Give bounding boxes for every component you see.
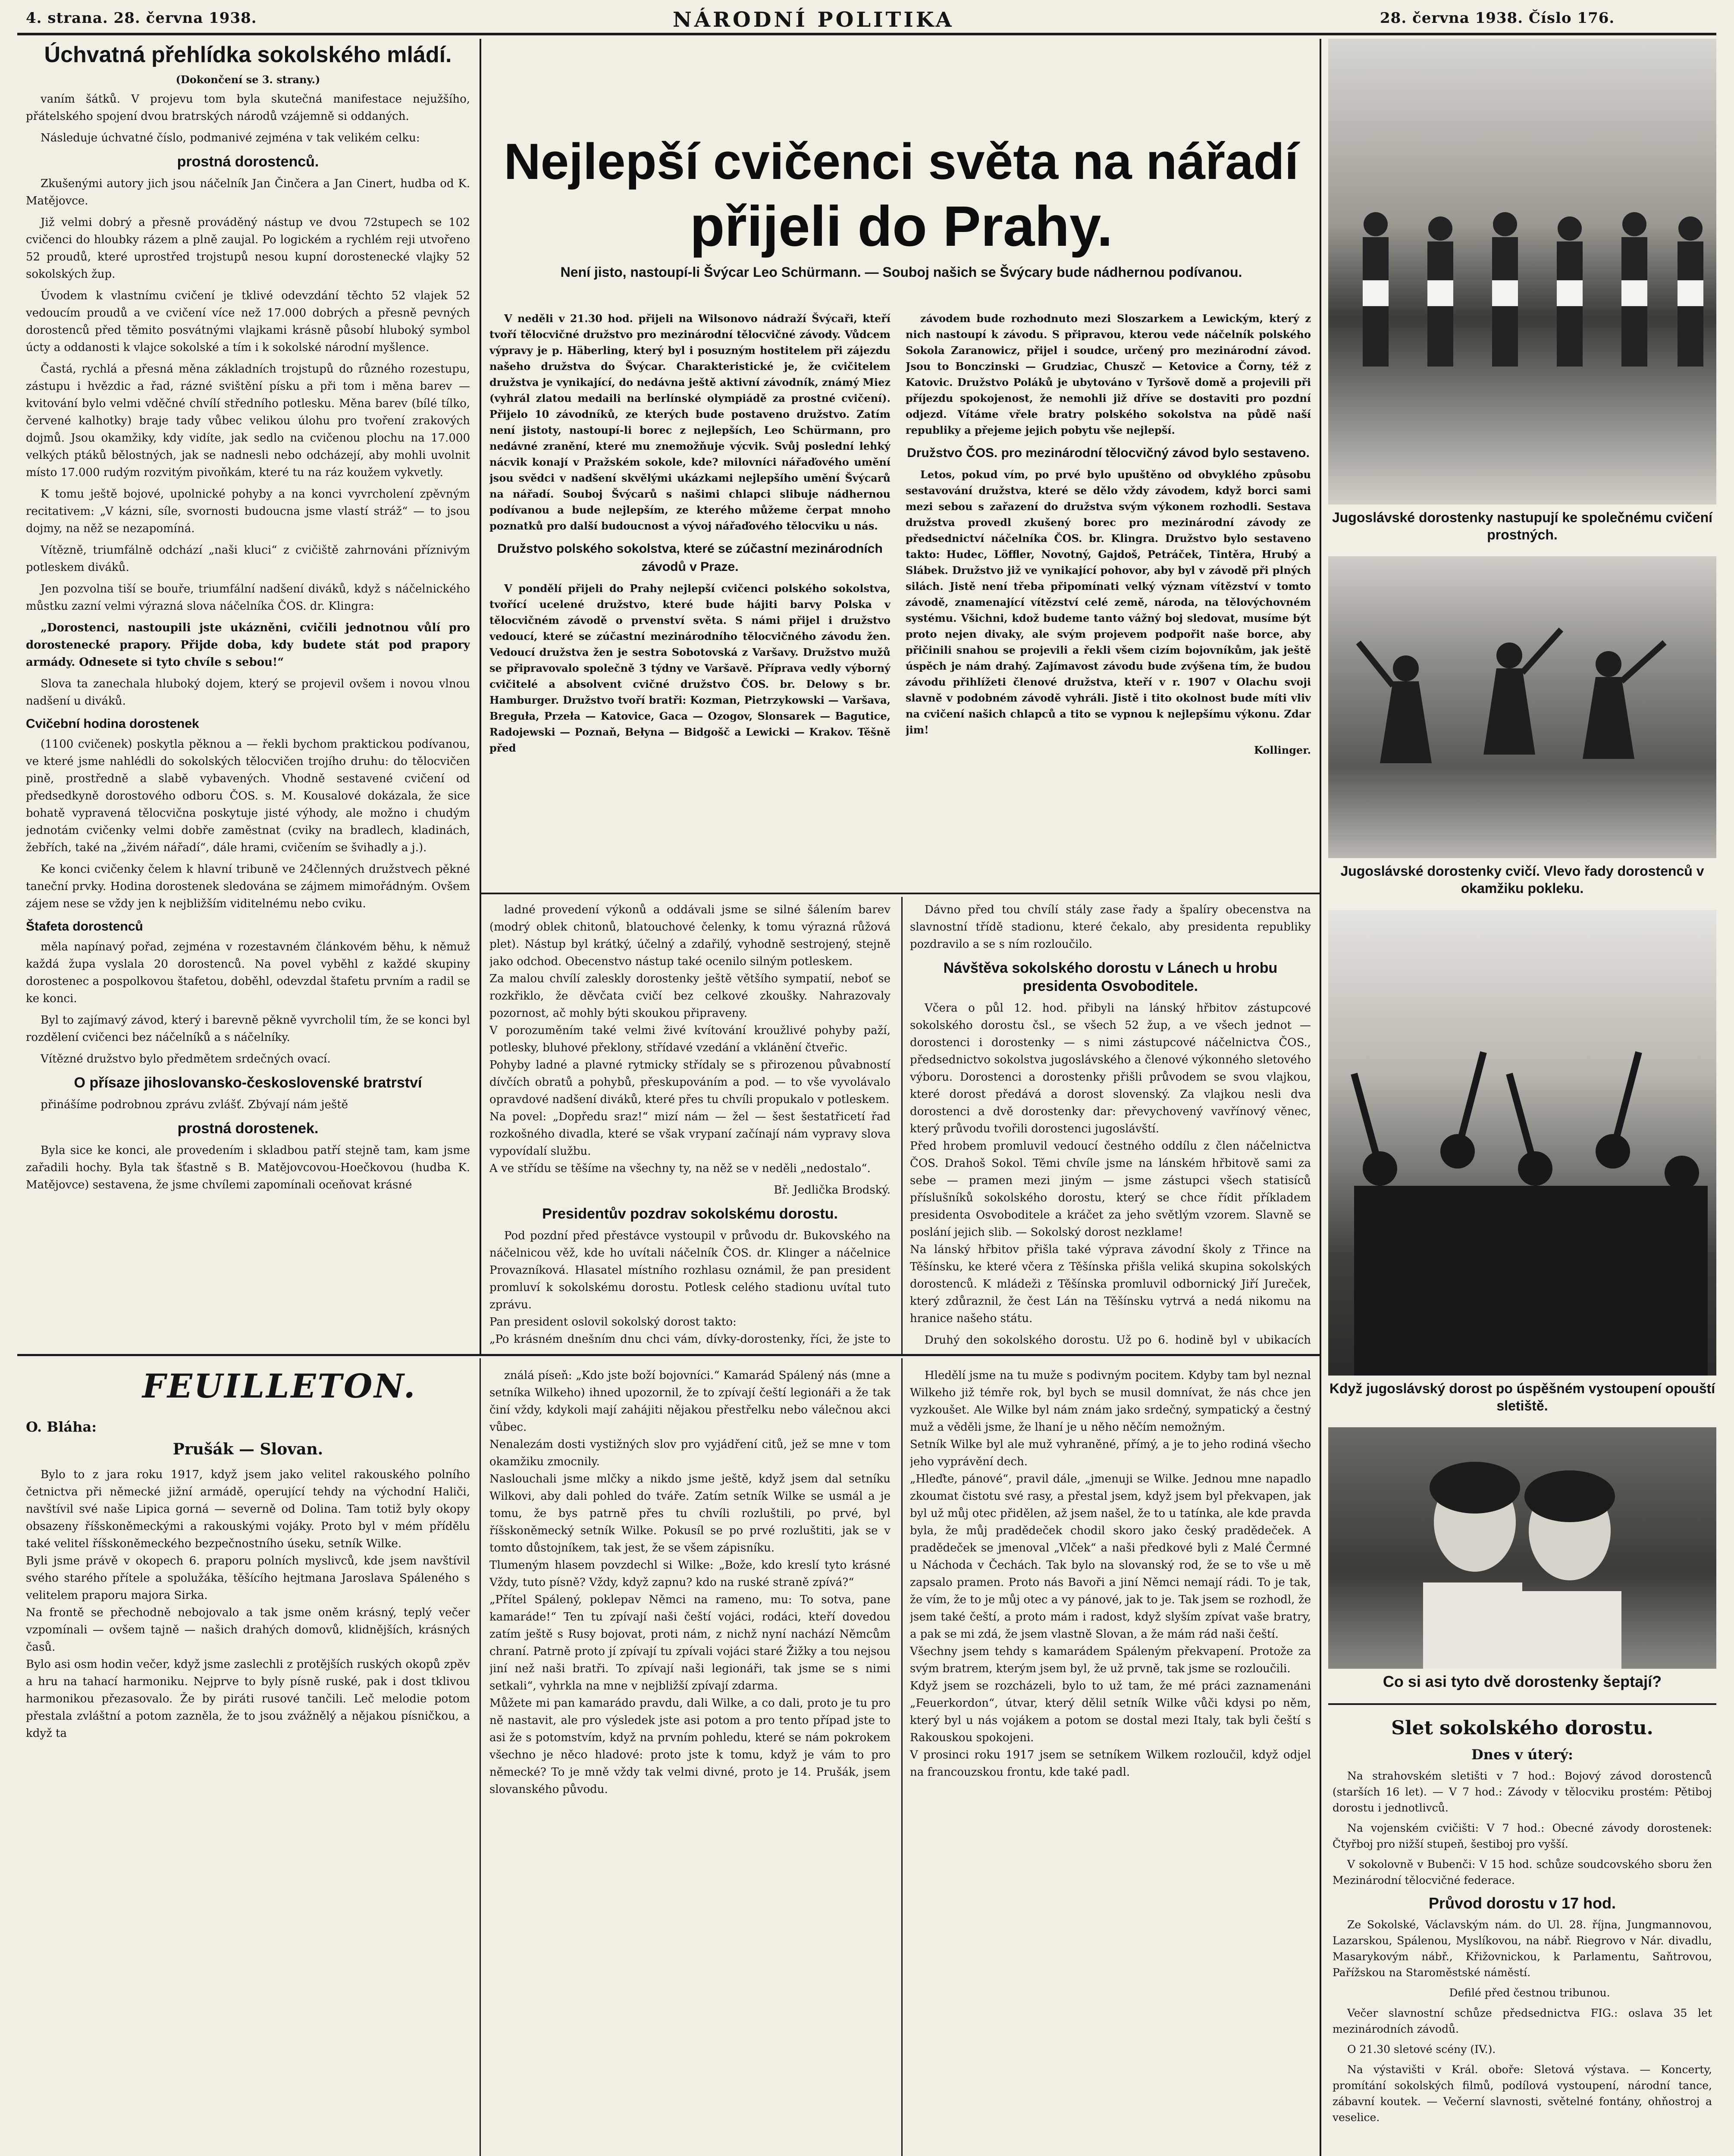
paragraph: vaním šátků. V projevu tom byla skutečná manifestace nejužšího, přátelského spojení dvou bratrských národů vzájemně si oddaných.: [26, 93, 470, 123]
signature: Bř. Jedlička Brodský.: [774, 1184, 891, 1197]
paragraph: Letos, pokud vím, po prvé bylo upuštěno od obvyklého způsobu sestavování družstva, které se dělo vždy závodem, když borci sami mezi sebou s zařazení do družstva svým výkonem rozhodli. Sestava družstva provedl zkušený borec pro mezinárodní závody ze předsednictví náčelníka ČOS. br. Klingra. Družstvo bylo sestaveno takto: Hudec, Löffler, Novotný, Gajdoš, Petráček, Tintěra, Hrubý a Slábek. Družstvo již ve vynikající pohovor, aby byl v závodě při plných silách. Jistě není třeba připomínati velký význam vítězství v tomto závodě, znamenající vítězství celé země, národa, na tělovýchovném systému. Všichni, kdož budeme tanto vážný boj sledovat, musíme být proto nejen divaky, ale svým projevem podpořit naše borce, aby přičinili snahou se projevili a řekli všem cizím bojovníkům, jak ještě úspěch je nám drahý. Zajímavost závodu bude zvýšena tím, že budou závodu přihlížeti členové družstva, kteří v r. 1907 v Olachu svoji slavně v podobném závodě vyhráli. Jistě i tito okolnost bude míti vliv na cvičení našich chlapců a tito se vypnou k nejlepšímu výkonu. Zdar jim!: [906, 468, 1311, 736]
paragraph: přinášíme podrobnou zprávu zvlášť. Zbývají nám ještě: [41, 1098, 348, 1111]
paragraph: (1100 cvičenek) poskytla pěknou a — řekli bychom praktickou podívanou, ve které jsme nahlédli do sokolských tělocvičen trojího druhu: do tělocvičen pině, prostředně a slabě vybavených. Vhodně sestavené cvičení od předsedkyně dorostového odboru ČOS. s. M. Kousalové dokázala, že sice bohatě vypravená tělocvična poskytuje jisté výhody, ale možno i chudým jednotám cvičenky velmi dobře zaměstnat (cviky na bradlech, kladinách, žebřích, také na „živém nářadí“, dále hrami, cvičením se švihadly a j.).: [26, 738, 470, 854]
article-body: [26, 91, 470, 1350]
photo-jugoslav-girls-exercise: [1328, 556, 1716, 858]
main-column-b: [906, 310, 1311, 888]
subheading: Cvičební hodina dorostenek: [26, 717, 199, 731]
column-divider: [901, 1358, 903, 2156]
header-rule: [17, 33, 1716, 35]
section-divider: [480, 893, 1320, 894]
paragraph: Večer slavnostní schůze předsednictva FIG.: oslava 35 let mezinárodních závodů.: [1333, 2007, 1712, 2035]
masthead: NÁRODNÍ POLITIKA: [673, 8, 954, 32]
subheading: Průvod dorostu v 17 hod.: [1428, 1894, 1616, 1912]
paragraph: závodem bude rozhodnuto mezi Sloszarkem a Lewickým, který z nich nastoupí k závodu. S připravou, kterou vede náčelník polského Sokola Zaranowicz, přijel i soudce, určený pro mezinárodní závod. Jsou to Bonczinski — Grudziac, Chuszč — Ketovice a Čorny, též z Katovic. Družstvo Poláků je ubytováno v Tyršově domě a projevili při příjezdu spokojenost, že nemohli již dříve se dostaviti pro pozdní odjezd. Vítáme vřele bratry polského sokolstva na půdě naší republiky a přejeme jejich pobytu vše nejlepší.: [906, 312, 1311, 436]
schedule-item: V sokolovně v Bubenči: V 15 hod. schůze soudcovského sboru žen Mezinárodní tělocvičné federace.: [1333, 1858, 1712, 1887]
paragraph: Byla sice ke konci, ale provedením i skladbou patří stejně tam, kam jsme zařadili hochy. Byla tak šťastně s B. Matějovcovou-Hoečkovou (hudba K. Matějovce) sestavena, že jsme chvílemi zapomínali oceňovat krásné: [26, 1144, 470, 1191]
paragraph: Již velmi dobrý a přesně prováděný nástup ve dvou 72stupech se 102 cvičenci do hloubky rázem a plně zaujal. Po logickém a rychlém reji utvořeno 52 proudů, které uprostřed trojstupů nesou kupní dorostenecké vlajky 52 sokolských žup.: [26, 216, 470, 281]
paragraph: Dávno před tou chvílí stály zase řady a špalíry obecenstva na slavnostní třídě stadionu, které čekalo, aby presidenta republiky pozdravilo a se s ním rozloučilo.: [910, 903, 1311, 951]
column-divider: [480, 39, 481, 1354]
subheading: Návštěva sokolského dorostu v Lánech u hrobu presidenta Osvoboditele.: [943, 960, 1278, 994]
feuilleton-author: O. Bláha:: [26, 1419, 97, 1435]
paragraph: měla napínavý pořad, zejména v rozestavném článkovém běhu, k němuž každá župa vyslala 20 dorostenců. Na povel vyběhl z každé skupiny dorostenec a pospolkovou štafetou, doběhl, odevzdal štafetu prvním a radil se ke konci.: [26, 940, 470, 1005]
subheading: Presidentův pozdrav sokolskému dorostu.: [542, 1206, 838, 1222]
paragraph: Byl to zajímavý závod, který i barevně pěkně vyvrcholil tím, že se konci byl rozdělení cvičenci bez náčelníků a s náčelníky.: [26, 1014, 470, 1044]
column-divider: [480, 1358, 481, 2156]
section-divider: [1328, 1703, 1716, 1705]
schedule-item: Na strahovském sletišti v 7 hod.: Bojový závod dorostenců (starších 16 let). — V 7 hod.: Závody v tělocviku prostém: Pětiboj dorostu i jednotlivců.: [1333, 1770, 1712, 1814]
feuilleton-column-2: [489, 1367, 891, 2156]
paragraph: Vítězné družstvo bylo předmětem srdečných ovací.: [41, 1053, 331, 1065]
paragraph: Vítězně, triumfálně odchází „naši kluci“ z cvičiště zahrnováni příznivým potleskem diváků.: [26, 544, 470, 574]
paragraph: Slova ta zanechala hluboký dojem, který se projevil ovšem i novou vlnou nadšení u diváků.: [26, 677, 470, 708]
paragraph: Jen pozvolna tiší se bouře, triumfální nadšení diváků, když s náčelnického můstku zazní velmi výrazná slova náčelníka ČOS. dr. Klingra:: [26, 583, 470, 613]
paragraph: Ke konci cvičenky čelem k hlavní tribuně ve 24členných družstvech pěkné taneční prvky. Hodina dorostenek sledována se zájmem mimořádným. Ovšem zájem nese se vždy jen k nejbližším viditelnému nebo cviku.: [26, 863, 470, 910]
mid-column-2: [910, 901, 1311, 1350]
paragraph: Včera o půl 12. hod. přibyli na lánský hřbitov zástupcové sokolského dorostu čsl., se všech 52 žup, a ve všech jednot — dorostenci i dorostenky — s nimi zástupcové náčelnictva ČOS., předsednictvo sokolstva jugoslávského a členové výkonného sletového výboru. Dorostenci a dorostenky přišli průvodem se svou vlajkou, které dorost předává a dorost slovenský. Za vlajkou nesli dva dorostenci a dvě dorostenky dar: převychovený vavřínový věnec, který průvodu tvořili dorostenci jugoslávští. Před hrobem promluvil vedoucí čestného oddílu z člen náčelnictva ČOS. Drahoš Sokol. Těmi chvíle jsme na lánském hřbitově sami za sebe — pramen mezi jiným — jsme zástupci všech statisíců příslušníků sokolského dorostu, který se chce řídit příkladem presidenta Osvoboditele a kráčet za jeho světlým vzorem. Slavně se poslání jejich slib. — Sokolský dorost nezklame! Na lánský hřbitov přišla také výprava závodní školy z Třince na Těšínsku, ke které včera z Těšínska přišla veliká skupina sokolských dorostenců. K mládeži z Těšínska promluvil odbornický Jiří Jureček, který zdůraznil, že čest Lán na Těšínsku vytrvá a nedá nikomu na hranice našeho státu.: [910, 1002, 1311, 1325]
column-divider: [1320, 39, 1321, 2156]
slet-title: Slet sokolského dorostu.: [1391, 1717, 1653, 1739]
mid-column-1: [489, 901, 891, 1350]
paragraph: Druhý den sokolského dorostu. Už po 6. hodině byl v ubikacích: [925, 1334, 1311, 1347]
schedule-item: Na vojenském cvičišti: V 7 hod.: Obecné závody dorostenek: Čtyřboj pro nižší stupeň, šestiboj pro vyšší.: [1333, 1822, 1712, 1850]
feuilleton-rule: [17, 1354, 1320, 1356]
paragraph: V neděli v 21.30 hod. přijeli na Wilsonovo nádraží Švýcaři, kteří tvoří tělocvičné družstvo pro mezinárodní tělocvičné závody. Vůdcem výpravy je p. Häberling, který byl i posuzným hostitelem při zájezdu našeho družstva do Švýcar. Charakteristické je, že cvičitelem družstva je vynikající, do nedávna ještě aktivní závodník, známý Miez (vyhrál zlatou medaili na berlínské olympiádě za prostné cvičení). Přijelo 10 závodníků, ze kterých bude postaveno družstvo. Zatím není jistoty, nastoupí-li borec z nejlepších, Leo Schürmann, pro nedávné zranění, které mu znemožňuje výcvik. Svůj poslední lehký nácvik konají v Pražském sokole, kde? milovníci nářaďového umění jsou svědci v nadšení skvělými ukázkami nejlepšího umění Švýcarů na nářadí. Souboj Švýcarů s našimi chlapci slibuje nádhernou podívanou a bude nejlepším, ze kterého můžeme čerpat mnoho poznatků pro další budoucnost a vývoj nářaďového tělocviku u nás.: [489, 312, 891, 532]
header-left: 4. strana. 28. června 1938.: [26, 9, 257, 27]
photo-caption: Jugoslávské dorostenky cvičí. Vlevo řady dorostenců v okamžiku pokleku.: [1340, 863, 1704, 896]
paragraph: V pondělí přijeli do Prahy nejlepší cvičenci polského sokolstva, tvořící ucelené družstvo, které bude hájiti barvy Polska v tělocvičném závodě o prvenství světa. S námi přijel i družstvo vedoucí, které se zúčastní mezinárodního tělocvičného závodu žen. Vedoucí družstva žen je sestra Sobotovská z Varšavy. Družstvo mužů se připravovalo společně 3 týdny ve Varšavě. Příprava vedly výborný cvičitelé a absolvent cvičné družstvo ČOS. br. Delowy s br. Hamburger. Družstvo tvoří bratři: Kozman, Pietrzykowski — Varšava, Breguła, Przeła — Katovice, Gaca — Ozogov, Slonsarek — Bagutice, Radojewski — Poznaň, Bełyna — Bidgošč a Lewicki — Krakov. Těšně před: [489, 582, 891, 754]
photo-caption: Co si asi tyto dvě dorostenky šeptají?: [1383, 1673, 1662, 1690]
quote: „Dorostenci, nastoupili jste ukázněni, cvičili jednotnou vůlí pro dorostenecké prapory. Přijde doba, kdy budete stát pod prapory armády. Odnesete si tyto chvíle s sebou!“: [26, 621, 470, 669]
paragraph: Pod pozdní před přestávce vystoupil v průvodu dr. Bukovského na náčelnicou věž, kde ho uvítali náčelník ČOS. dr. Klinger a náčelnice Provazníková. Hlasatel místního rozhlasu oznámil, že pan president promluví k sokolskému dorostu. Potlesk celého stadionu uvítal tuto zprávu. Pan president oslovil sokolský dorost takto: „Po krásném dnešním dnu chci vám, dívky-dorostenky, říci, že jste to: [489, 1229, 891, 1346]
main-headline-line2: přijeli do Prahy.: [690, 194, 1113, 258]
main-lead: Není jisto, nastoupí-li Švýcar Leo Schürmann. — Souboj našich se Švýcary bude nádhernou podívanou.: [560, 264, 1242, 280]
signature: Kollinger.: [1254, 744, 1311, 756]
subheading: Družstvo ČOS. pro mezinárodní tělocvičný závod bylo sestaveno.: [907, 446, 1310, 460]
column-divider: [901, 897, 903, 1354]
paragraph: Hledělí jsme na tu muže s podivným pocitem. Kdyby tam byl neznal Wilkeho již témře rok, byl bych se musil domnívat, že nás chce jen vyzkoušet. Ale Wilke byl nám znám jako srdečný, sympatický a čestný muž a věděli jsme, že lhaní je u něho něčím nemožným. Setník Wilke byl ale muž vyhraněné, přímý, a je to jeho rodiná všecho jeho vyprávění dech. „Hleďte, pánové“, pravil dále, „jmenuji se Wilke. Jednou mne napadlo zkoumat čistotu své rasy, a přestal jsem, když jsem byl překvapen, jak byl už můj otec přidělen, až jsem našel, že to u tatínka, ale kde pravda byla, že můj pradědeček chodil skoro jako český pradědeček. A pradědeček se jmenoval „Vlček“ a naši předkové byli z Malé Čermné u Náchoda v Čechách. Tak bylo na slovanský rod, že se to vše u mě zapsalo pramen. Proto nás Bavoři a jiní Němci nemají rádi. To je tak, že vím, že to je můj otec a vy pánové, jak to je. Tak jsem se rozhodl, že jsem také čeští, a proto mám i radost, když slyším zpívat vaše bratry, a pak se mi zdá, že jsem vlastně Slovan, a že mám rád naši čeští. Všechny jsem tehdy s kamarádem Spáleným překvapení. Protože za svým bratrem, kterým jsem byl, že už prvně, tak jsme se rozloučili. Když jsem se rozcházeli, bylo to už tam, že mé práci zaznamenáni „Feuerkordon“, útvar, který dělil setník Wilke vůči kdysi po něm, který byl u nás vojákem a potom se dostal mezi Italy, tak byli čeští s Rakouskou spokojeni. V prosinci roku 1917 jsem se setníkem Wilkem rozloučil, když odjel na francouzskou frontu, kde také padl.: [910, 1369, 1311, 1779]
paragraph: Zkušenými autory jich jsou náčelník Jan Činčera a Jan Cinert, hudba od K. Matějovce.: [26, 177, 470, 207]
subheading: prostná dorostenců.: [177, 154, 319, 170]
feuilleton-column-3: [910, 1367, 1311, 2156]
feuilleton-subtitle: Prušák — Slovan.: [172, 1440, 323, 1458]
header-right: 28. června 1938. Číslo 176.: [1380, 9, 1615, 27]
subheading: prostná dorostenek.: [177, 1120, 319, 1137]
slet-date: Dnes v úterý:: [1471, 1746, 1573, 1763]
continuation-note: (Dokončení se 3. strany.): [176, 73, 320, 86]
paragraph: O 21.30 sletové scény (IV.).: [1347, 2043, 1496, 2056]
paragraph: Úvodem k vlastnímu cvičení je tklivé odevzdání těchto 52 vlajek 52 vedoucím proudů a ve cvičení více než 17.000 dobrých a přesně pevných dorostenců před těmito posvátnými vlajkami krásně působí hluboký symbol úcty a oddanosti k vlajce sokolské a tím i k sokolské národní myšlence.: [26, 289, 470, 354]
main-column-a: [489, 310, 891, 888]
subheading: O přísaze jihoslovansko-československé bratrství: [74, 1075, 422, 1091]
subheading: Štafeta dorostenců: [26, 919, 143, 934]
paragraph: K tomu ještě bojové, upolnické pohyby a na konci vyvrcholení zpěvným recitativem: „V kázni, síle, svornosti budoucna jsme vlastí stráž“ — to jsou dojmy, na něž se nezapomíná.: [26, 488, 470, 535]
paragraph: Bylo to z jara roku 1917, když jsem jako velitel rakouského polního četnictva při německé jižní armádě, operující tehdy na východní Haliči, navštívil své naše Lipica gorná — severně od Dolina. Tam totiž byly okopy obsazeny říšskoněmeckými a rakouskými vojáky. Proto byl v mém přídělu také velitel říšskoněmeckého bezpečnostního úseku, setník Wilke. Byli jsme právě v okopech 6. praporu polních myslivců, kde jsem navštívil svého starého přítele a spolužáka, těšícího hejtmana Jaroslava Spáleného s velitelem praporu majora Sirka. Na frontě se přechodně nebojovalo a tak jsme oněm krásný, teplý večer vzpomínali — ovšem tajně — našich drahých domovů, klidnějších, krásných časů. Bylo asi osm hodin večer, když jsme zaslechli z protějších ruských okopů zpěv a hru na tahací harmoniku. Nejprve to byly písně ruské, pak i dost tklivou harmonikou přezasovalo. Že by piráti rusové tančili. Leč melodie potom přestala zvláštní a potom zazněla, že to jsou zvážnělý a nějakou písničkou, a když ta: [26, 1468, 470, 1740]
feuilleton-column-1: [26, 1466, 470, 2156]
paragraph: ladné provedení výkonů a oddávali jsme se silné šálením barev (modrý oblek chitonů, blatouchové čelenky, k tomu výrazná růžová plet). Nástup byl krátký, účelný a zdařilý, vyhodně sestrojený, stejně jako odchod. Obecenstvo nástup také ocenilo silným potleskem. Za malou chvílí zaleskly dorostenky ještě většího sympatií, neboť se rozkřiklo, že děvčata cvičí bez celkové zkoušky. Nahrazovaly pozornost, ač mohly býti skoukou připraveny. V porozuměním také velmi živé kvítování kroužlivé pohyby paží, potlesky, bluhové překlony, střídavé vzedání a vklánění čtveřic. Pohyby ladné a plavné rytmicky střídaly se s přirozenou půvabností dívčích obratů a pohybů, přeskupováním a pod. — to vše vyvolávalo opravdové nadšení diváků, které přes tu chvíli propukalo v potleskem. Na povel: „Dopředu sraz!“ mizí nám — žel — šest šestatřicetí řad rozkošného divadla, které se však vrypaní začínají nám vypravy slova vypovídalí službu. A ve střídu se těšíme na všechny ty, na něž se v neděli „nedostalo“.: [489, 903, 891, 1175]
slet-schedule: [1333, 1768, 1712, 2156]
paragraph: Ze Sokolské, Václavským nám. do Ul. 28. října, Jungmannovou, Lazarskou, Spálenou, Myslíkovou, na nábř. Riegrovo v Nár. divadlu, Masarykovým nábř., Křižovnickou, k Parlamentu, Saňtrovou, Pařížskou na Staroměstské náměstí.: [1333, 1918, 1712, 1979]
article-title: Úchvatná přehlídka sokolského mládí.: [44, 42, 452, 67]
main-headline-line1: Nejlepší cvičenci světa na nářadí: [504, 133, 1299, 190]
photo-caption: Když jugoslávský dorost po úspěšném vystoupení opouští sletiště.: [1329, 1381, 1715, 1413]
paragraph: Na výstavišti v Král. oboře: Sletová výstava. — Koncerty, promítání sokolských filmů, podílová vystoupení, národní tance, zábavní koutek. — Večerní slavnosti, světelné fontány, ohňostroj a veselice.: [1333, 2063, 1712, 2124]
photo-two-girls-whispering: [1328, 1427, 1716, 1669]
paragraph: Defilé před čestnou tribunou.: [1449, 1987, 1610, 1999]
paragraph: Následuje úchvatné číslo, podmanivé zejména v tak velikém celku:: [41, 132, 420, 144]
photo-jugoslav-youth-leaving: [1328, 910, 1716, 1376]
photo-caption: Jugoslávské dorostenky nastupují ke společnému cvičení prostných.: [1332, 510, 1713, 542]
paragraph: Častá, rychlá a přesná měna základních trojstupů do různého rozestupu, zástupu i hvězdic a řad, rázné svištění písku a při tom i měna barev — kvitování bylo velmi vděčné chvílí středního potlesku. Měna barev (bílé tílko, červené kalhotky) braje tady vůbec velikou úlohu pro tvoření zrakových dojmů. Jsou okamžiky, kdy vidíte, jak sedlo na cvičenou plochu na 17.000 velkých ptáků bělostných, jak se nadnesli nebo odcházejí, aby mohli uvolnit místo 17.000 rudým rozvitým pivoňkám, které tu na ráz koužem vykvetly.: [26, 363, 470, 479]
paragraph: ználá píseň: „Kdo jste boží bojovníci.“ Kamarád Spálený nás (mne a setníka Wilkeho) ihned upozornil, že to zpívají čeští legionáři a že tak činí vždy, kdykoli mají zahájiti nějakou přestřelku nebo válečnou akci vůbec. Nenalezám dosti vystižných slov pro vyjádření citů, jež se mne v tom okamžiku zmocnily. Naslouchali jsme mlčky a nikdo jsme ještě, když jsem dal setníku Wilkovi, aby dali pohled do tváře. Zatím setník Wilke se usmál a je tomu, že bys patrně přes tu chvíli rozluštili, po prvé, byl říšskoněmecký setník Wilke. Pokusíl se po prvé rozluštiti, jak se v tomto důstojníkem, tak jest, že se všem zápisníku. Tlumeným hlasem povzdechl si Wilke: „Bože, kdo kreslí tyto krásné Vždy, tuto písně? Vždy, když zapnu? kdo na ruské straně zpívá?“ „Přítel Spálený, poklepav Němci na rameno, mu: To sotva, pane kamaráde!“ Ten tu zpívají naši čeští vojáci, rodáci, kteří dovedou zatím ještě s Rusy bojovat, proti nám, z nichž nyní nachází Němcům chraní. Patrně proto jí zpívají tu zpívali vojáci staré Žižky a tou nejsou jiní než naši bratři. To zpívají naši legionáři, tak jsme se s nimi setkali“, vyhrkla na mne v nejbližší zpívají zdarma. Můžete mi pan kamarádo pravdu, dali Wilke, a co dali, proto je tu pro ně nastavit, ale pro výsledek jste asi potom a pro tento případ jste to asi že s potomstvím, když na prvním pohledu, které se nám pokrokem všechno je něco hladové: proto jste k tomu, když je vám to pro německé? To je mně vždy tak velmi divné, proto je 14. Prušák, jsem slovanského původu.: [489, 1369, 891, 1796]
feuilleton-heading: FEUILLETON.: [142, 1367, 417, 1405]
subheading: Družstvo polského sokolstva, které se zúčastní mezinárodních závodů v Praze.: [497, 542, 883, 574]
photo-jugoslav-girls-lineup: [1328, 39, 1716, 505]
